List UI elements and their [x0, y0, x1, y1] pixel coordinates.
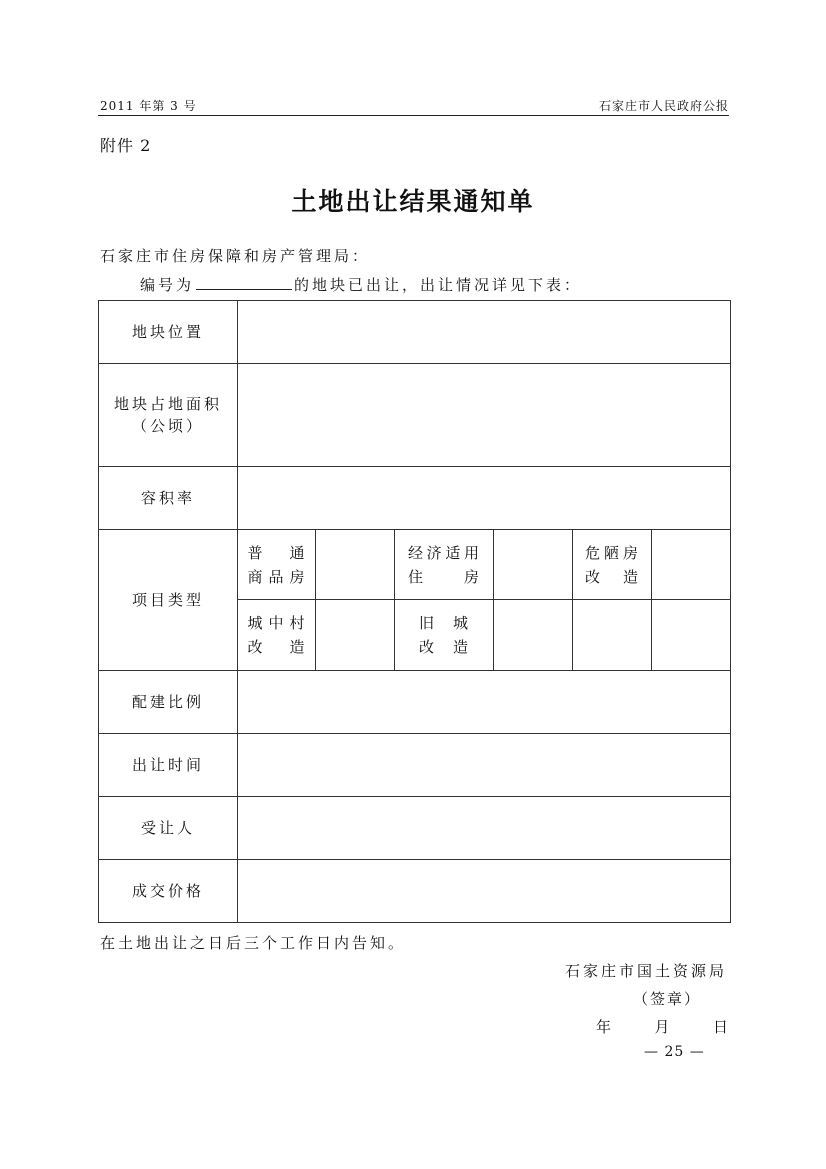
number-blank	[196, 274, 292, 290]
page-number: — 25 —	[644, 1044, 705, 1060]
value-location	[238, 301, 731, 364]
value-ratio	[238, 670, 731, 733]
label-price: 成交价格	[99, 859, 238, 922]
value-old-city	[494, 600, 573, 670]
type-commercial-a: 普	[247, 543, 290, 562]
type-old-city-d: 造	[452, 638, 469, 656]
date-day: 日	[712, 1018, 728, 1036]
row-plot-ratio	[99, 467, 731, 530]
header-issue: 2011 年第 3 号	[100, 99, 197, 113]
value-plot-ratio	[238, 467, 731, 530]
type-affordable-c: 房	[463, 567, 480, 586]
addressee: 石家庄市住房保障和房产管理局：	[100, 247, 371, 265]
footer-note: 在土地出让之日后三个工作日内告知。	[100, 934, 407, 952]
type-urban-village-b: 改	[247, 638, 290, 656]
date-line	[596, 1016, 728, 1037]
result-table	[98, 300, 731, 923]
type-dilapidated	[573, 530, 652, 600]
value-urban-village	[316, 600, 395, 670]
intro-line	[140, 274, 582, 295]
type-affordable-b: 住	[408, 567, 464, 586]
date-month: 月	[654, 1018, 670, 1036]
type-old-city-c: 改	[419, 638, 453, 656]
row-project-type-1	[99, 530, 731, 600]
value-dilapidated	[652, 530, 731, 600]
row-area	[99, 364, 731, 467]
row-transferee	[99, 796, 731, 859]
type-urban-village-c: 造	[289, 638, 306, 656]
type-affordable-a: 经济适用	[408, 543, 480, 562]
value-time	[238, 733, 731, 796]
type-urban-village	[238, 600, 316, 670]
row-price	[99, 859, 731, 922]
attachment-label: 附件 2	[100, 136, 152, 155]
type-commercial-b: 通	[289, 543, 306, 562]
intro-before: 编号为	[140, 276, 195, 294]
issuer: 石家庄市国土资源局	[564, 962, 727, 980]
type-dilapidated-c: 造	[622, 567, 639, 586]
row-ratio	[99, 670, 731, 733]
label-area-line2: （公顷）	[131, 417, 204, 436]
type-empty	[573, 600, 652, 670]
seal-label: （签章）	[633, 990, 702, 1008]
intro-after: 的地块已出让，出让情况详见下表：	[294, 276, 583, 294]
date-year: 年	[596, 1018, 612, 1036]
type-dilapidated-a: 危陋房	[585, 543, 639, 562]
header-rule	[98, 115, 729, 116]
type-affordable	[395, 530, 494, 600]
value-affordable	[494, 530, 573, 600]
type-commercial-c: 商品房	[247, 567, 306, 586]
label-area-line1: 地块占地面积	[113, 395, 222, 414]
label-plot-ratio: 容积率	[99, 467, 238, 530]
value-price	[238, 859, 731, 922]
label-location: 地块位置	[99, 301, 238, 364]
header-publication: 石家庄市人民政府公报	[598, 99, 729, 113]
label-transferee: 受让人	[99, 796, 238, 859]
value-transferee	[238, 796, 731, 859]
row-time	[99, 733, 731, 796]
type-dilapidated-b: 改	[585, 567, 623, 586]
label-time: 出让时间	[99, 733, 238, 796]
value-commercial	[316, 530, 395, 600]
type-urban-village-a: 城中村	[247, 614, 306, 632]
label-ratio: 配建比例	[99, 670, 238, 733]
label-project-type: 项目类型	[99, 530, 238, 670]
value-area	[238, 364, 731, 467]
type-old-city-a: 旧	[419, 614, 453, 632]
row-location	[99, 301, 731, 364]
value-empty	[652, 600, 731, 670]
label-area	[99, 364, 238, 467]
page-title: 土地出让结果通知单	[291, 187, 535, 216]
type-old-city	[395, 600, 494, 670]
type-commercial	[238, 530, 316, 600]
type-old-city-b: 城	[452, 614, 469, 632]
